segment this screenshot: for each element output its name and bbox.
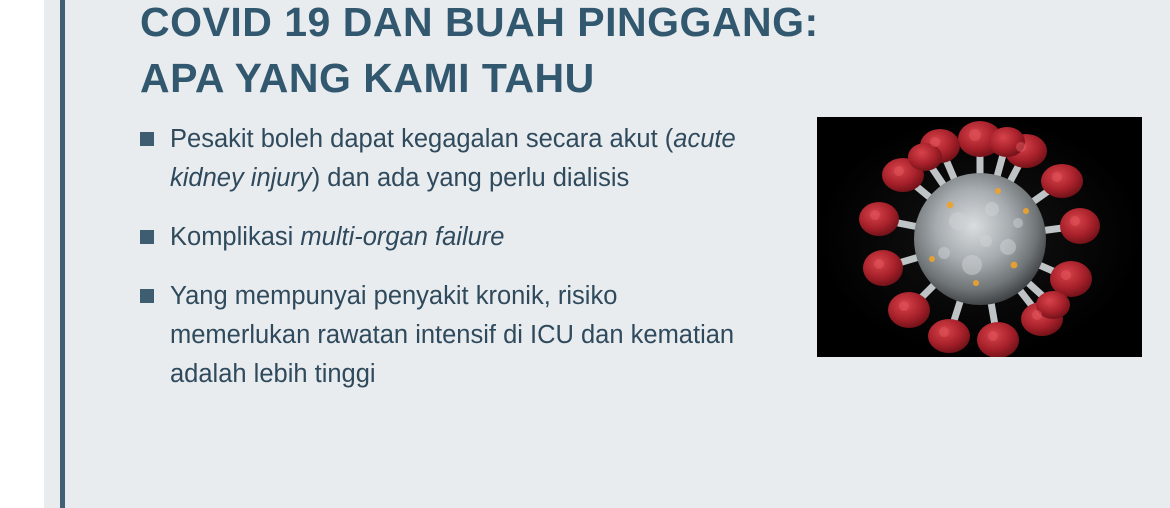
bullet-1-segment-2: acute kidney injury bbox=[170, 125, 736, 192]
bullet-text-1 bbox=[170, 120, 750, 198]
vertical-accent-rule bbox=[60, 0, 65, 508]
bullet-1-segment-3: ) dan ada yang perlu dialisis bbox=[311, 164, 630, 192]
bullet-1-segment-1: Pesakit boleh dapat kegagalan secara akut ( bbox=[170, 125, 674, 153]
bullet-list bbox=[140, 120, 780, 414]
title-line-2: APA YANG KAMI TAHU bbox=[140, 55, 595, 101]
slide-title bbox=[140, 0, 1040, 106]
bullet-3-segment-1: Yang mempunyai penyakit kronik, risiko memerlukan rawatan intensif di ICU dan kematian adalah lebih tinggi bbox=[170, 282, 735, 388]
list-item bbox=[140, 120, 780, 198]
square-bullet-icon bbox=[140, 289, 154, 303]
left-margin-strip bbox=[0, 0, 44, 508]
bullet-2-segment-1: Komplikasi bbox=[170, 223, 301, 251]
coronavirus-icon bbox=[817, 117, 1142, 357]
bullet-2-segment-2: multi-organ failure bbox=[300, 223, 505, 251]
bullet-text-2 bbox=[170, 218, 504, 257]
bullet-text-3 bbox=[170, 277, 750, 394]
square-bullet-icon bbox=[140, 230, 154, 244]
list-item bbox=[140, 277, 780, 394]
virus-image-panel bbox=[817, 117, 1142, 357]
list-item bbox=[140, 218, 780, 257]
square-bullet-icon bbox=[140, 132, 154, 146]
title-line-1: COVID 19 DAN BUAH PINGGANG: bbox=[140, 0, 819, 45]
